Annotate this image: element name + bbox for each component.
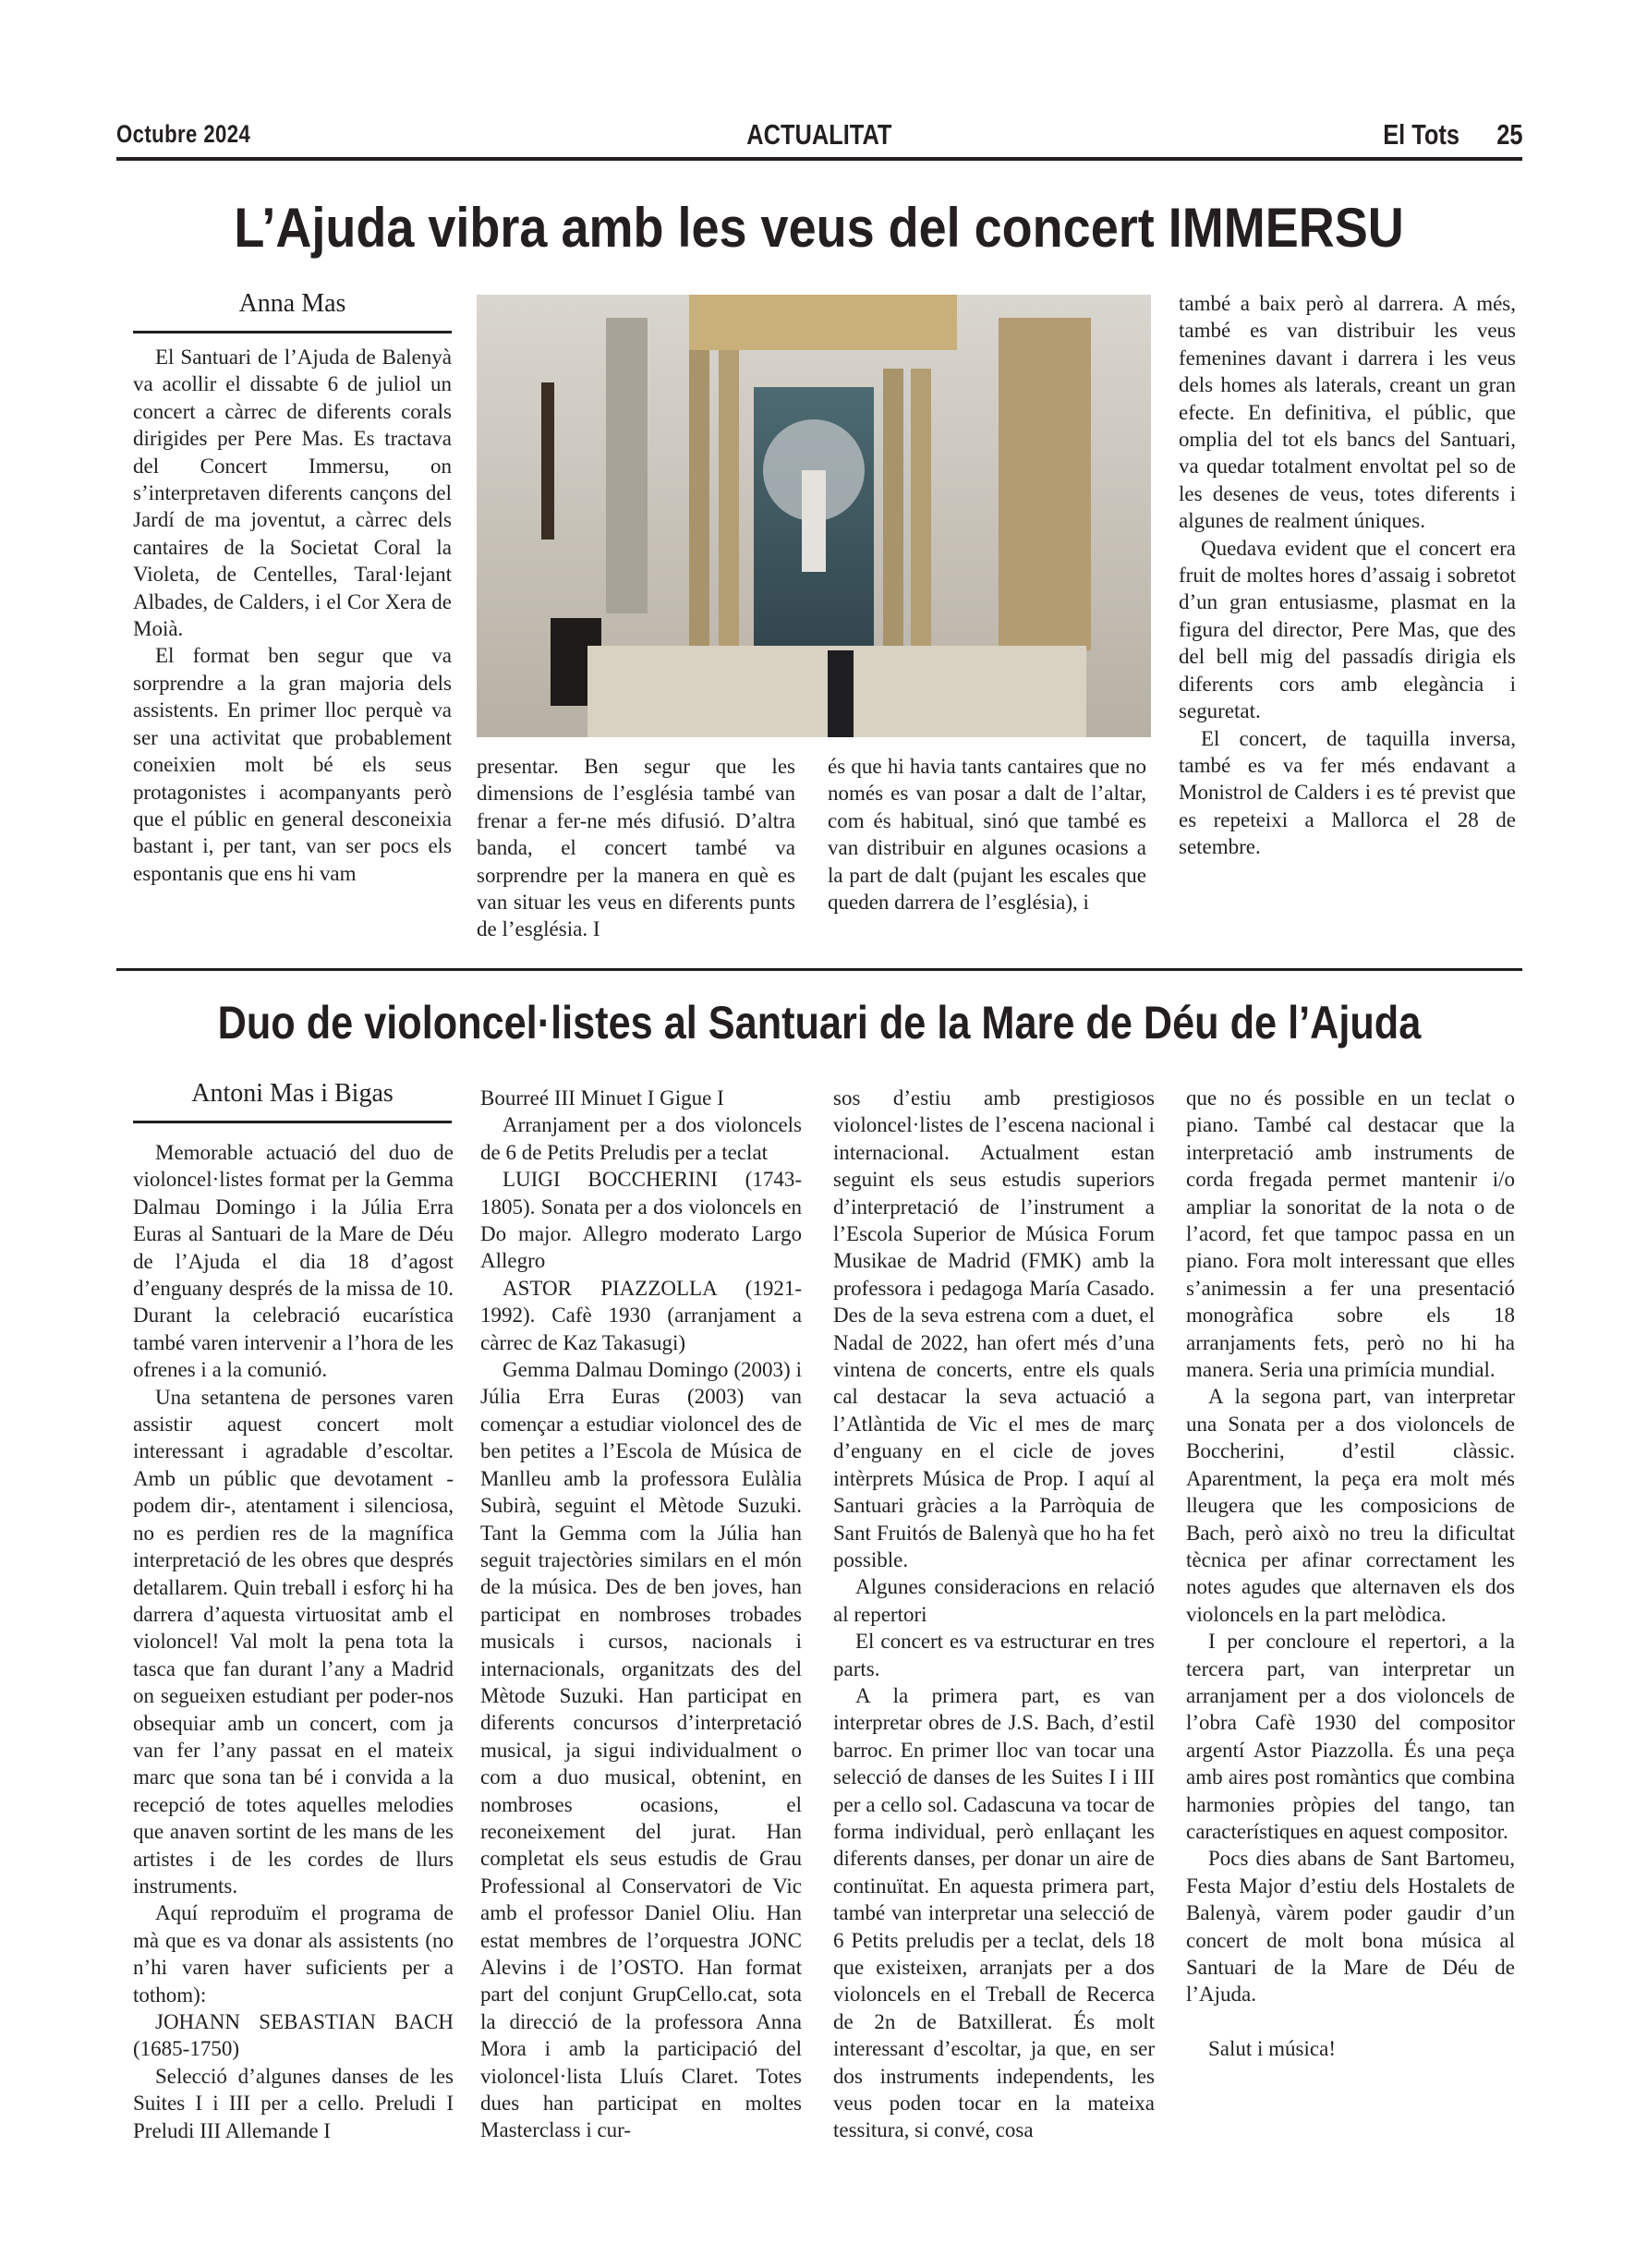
article-2-column-3 — [833, 1085, 1155, 2144]
paragraph: Quedava evident que el concert era fruit de moltes hores d’assaig i sobretot d’un gran entusiasme, plasmat en la figura del director, Pere Mas, que des del bell mig del passadís dirigia els diferents cors amb elegància i seguretat. — [1179, 536, 1516, 723]
byline-rule — [133, 1121, 452, 1123]
newspaper-page — [116, 0, 1522, 2268]
paragraph: I per concloure el repertori, a la tercera part, van interpretar un arranjament per a dos violoncels de l’obra Cafè 1930 del compositor argentí Astor Piazzolla. És una peça amb aires post romàntics que combina harmonies pròpies del tango, tan característiques en aquest compositor. — [1186, 1630, 1515, 1843]
paragraph: Algunes consideracions en relació al repertori — [833, 1575, 1155, 1626]
paragraph: també a baix però al darrera. A més, també es van distribuir les veus femenines davant i darrera i les veus dels homes als laterals, creant un gran efecte. En definitiva, el públic, que omplia del tot els bancs del Santuari, va quedar totalment envoltat pel so de les desenes de veus, totes diferents i algunes de realment úniques. — [1179, 292, 1516, 533]
article-1-photo — [477, 295, 1151, 737]
paragraph: Aquí reproduïm el programa de mà que es va donar als assistents (no n’hi varen haver suficients per a tothom): — [133, 1901, 454, 2007]
article-1-byline: Anna Mas — [133, 289, 452, 319]
article-1-column-4 — [1179, 290, 1516, 861]
masthead — [116, 118, 1522, 155]
article-2-headline: Duo de violoncel·listes al Santuari de la Mare de Déu de l’Ajuda — [217, 997, 1422, 1049]
paragraph: presentar. Ben segur que les dimensions de l’església també van frenar a fer-ne més difusió. D’altra banda, el concert també va sorprendre per la manera en què es van situar les veus en diferents punts de l’església. I — [477, 755, 795, 941]
paragraph: que no és possible en un teclat o piano. També cal destacar que la interpretació amb instruments de corda fregada permet mantenir i/o ampliar la sonoritat de la nota o de l’acord, fet que tampoc passa en un piano. Fora molt interessant que elles s’animessin a fer una presentació monogràfica sobre els 18 arranjaments fets, però no hi ha manera. Seria una primícia mundial. — [1186, 1086, 1515, 1382]
paragraph: és que hi havia tants cantaires que no només es van posar a dalt de l’altar, com és habitual, sinó que també es van distribuir en algunes ocasions a la part de dalt (pujant les escales que queden darrera de l’església), i — [828, 755, 1146, 915]
paragraph: ASTOR PIAZZOLLA (1921-1992). Cafè 1930 (arranjament a càrrec de Kaz Takasugi) — [480, 1276, 802, 1354]
article-1-column-2 — [477, 753, 795, 943]
sign-off: Salut i música! — [1208, 2036, 1336, 2060]
paragraph: A la primera part, es van interpretar obres de J.S. Bach, d’estil barroc. En primer lloc van tocar una selecció de danses de les Suites I i III per a cello sol. Cadascuna va tocar de forma individual, però enllaçant les diferents danses, per donar un aire de continuïtat. En aquesta primera part, també van interpretar una selecció de 6 Petits preludis per a teclat, dels 18 que existeixen, arranjats per a dos violoncels en el Treball de Recerca de 2n de Batxillerat. És molt interessant d’escoltar, ja que, en ser dos instruments independents, les veus poden tocar en la mateixa tessitura, si convé, cosa — [833, 1683, 1155, 2142]
paragraph: Bourreé III Minuet I Gigue I — [480, 1086, 724, 1110]
publication-name: El Tots — [1383, 118, 1459, 151]
paragraph: El format ben segur que va sorprendre a la gran majoria dels assistents. En primer lloc perquè va ser una activitat que probablement coneixien molt bé els seus protagonistes i acompanyants però que el públic en general desconeixia bastant i, per tant, van ser pocs els espontanis que ens hi vam — [133, 644, 452, 885]
paragraph: El concert es va estructurar en tres parts. — [833, 1630, 1155, 1680]
paragraph: El concert, de taquilla inversa, també es va fer més endavant a Monistrol de Calders i es té previst que es repeteixi a Mallorca el 28 de setembre. — [1179, 726, 1516, 859]
article-2-byline: Antoni Mas i Bigas — [133, 1079, 452, 1109]
paragraph: A la segona part, van interpretar una Sonata per a dos violoncels de Boccherini, d’estil clàssic. Aparentment, la peça era molt més lleugera que les composicions de Bach, però això no treu la dificultat tècnica per afinar correctament les notes agudes que alternaven els dos violoncels en la part melòdica. — [1186, 1385, 1515, 1626]
paragraph: Una setantena de persones varen assistir aquest concert molt interessant i agradable d’escoltar. Amb un públic que devotament -podem dir-, atentament i silenciosa, no es perdien res de la magnífica interpretació de les obres que després detallarem. Quin treball i esforç hi ha darrera d’aquesta virtuositat amb el violoncel! Val molt la pena tota la tasca que fan durant l’any a Madrid on segueixen estudiant per poder-nos obsequiar amb un concert, com ja van fer l’any passat en el mateix marc que sona tan bé i convida a la recepció de totes aquelles melodies que anaven sortint de les mans de les artistes i de les cordes de llurs instruments. — [133, 1385, 454, 1898]
paragraph: JOHANN SEBASTIAN BACH (1685-1750) — [133, 2010, 454, 2061]
article-2-column-1 — [133, 1139, 454, 2144]
paragraph: Pocs dies abans de Sant Bartomeu, Festa Major d’estiu dels Hostalets de Balenyà, vàrem poder gaudir d’un concert de molt bona música al Santuari de la Mare de Déu de l’Ajuda. — [1186, 1847, 1515, 2007]
concert-photo-illustration — [477, 295, 1151, 737]
paragraph: Gemma Dalmau Domingo (2003) i Júlia Erra Euras (2003) van començar a estudiar violoncel des de ben petites a l’Escola de Música de Manlleu amb la professora Eulàlia Subirà, seguint el Mètode Suzuki. Tant la Gemma com la Júlia han seguit trajectòries similars en el món de la música. Des de ben joves, han participat en nombroses trobades musicals i cursos, nacionals i internacionals, organitzats des del Mètode Suzuki. Han participat en diferents concursos d’interpretació musical, ja sigui individualment o com a duo musical, obtenint, en nombroses ocasions, el reconeixement del jurat. Han completat els seus estudis de Grau Professional al Conservatori de Vic amb el professor Daniel Oliu. Han estat membres de l’orquestra JONC Alevins i de l’OSTO. Han format part del conjunt GrupCello.cat, sota la direcció de la professora Anna Mora i amb la participació del violoncel·lista Lluís Claret. Totes dues han participat en moltes Masterclass i cur- — [480, 1358, 802, 2142]
page-number: 25 — [1496, 118, 1522, 151]
article-1-headline: L’Ajuda vibra amb les veus del concert IMMERSU — [234, 197, 1405, 259]
section-name: ACTUALITAT — [746, 118, 892, 151]
article-1-column-3 — [828, 753, 1146, 916]
paragraph: LUIGI BOCCHERINI (1743-1805). Sonata per a dos violoncels en Do major. Allegro moderato Largo Allegro — [480, 1168, 802, 1273]
article-2-column-2 — [480, 1085, 802, 2144]
paragraph: El Santuari de l’Ajuda de Balenyà va acollir el dissabte 6 de juliol un concert a càrrec de diferents corals dirigides per Pere Mas. Es tractava del Concert Immersu, on s’interpretaven diferents cançons del Jardí de ma joventut, a càrrec dels cantaires de la Societat Coral la Violeta, de Centelles, Taral·lejant Albades, de Calders, i el Cor Xera de Moià. — [133, 346, 452, 641]
paragraph: Arranjament per a dos violoncels de 6 de Petits Preludis per a teclat — [480, 1113, 802, 1164]
issue-date: Octubre 2024 — [116, 120, 251, 148]
article-2-column-4 — [1186, 1085, 1515, 2062]
article-1-column-1 — [133, 344, 452, 887]
article-separator — [116, 968, 1522, 971]
byline-rule — [133, 331, 452, 334]
paragraph: sos d’estiu amb prestigiosos violoncel·listes de l’escena nacional i internacional. Actualment estan seguint els seus estudis superiors d’interpretació de l’instrument a l’Escola Superior de Música Forum Musikae de Madrid (FMK) amb la professora i pedagoga María Casado. Des de la seva estrena com a duet, el Nadal de 2022, han ofert més d’una vintena de concerts, entre els quals cal destacar la seva actuació a l’Atlàntida de Vic el mes de març d’enguany en el cicle de joves intèrprets Música de Prop. I aquí al Santuari gràcies a la Parròquia de Sant Fruitós de Balenyà que ho ha fet possible. — [833, 1086, 1155, 1571]
paragraph: Memorable actuació del duo de violoncel·listes format per la Gemma Dalmau Domingo i la Júlia Erra Euras al Santuari de la Mare de Déu de l’Ajuda el dia 18 d’agost d’enguany després de la missa de 10. Durant la celebració eucarística també varen intervenir a l’hora de les ofrenes i a la comunió. — [133, 1141, 454, 1382]
masthead-rule — [116, 157, 1522, 161]
paragraph: Selecció d’algunes danses de les Suites I i III per a cello. Preludi I Preludi III Allemande I — [133, 2064, 454, 2142]
